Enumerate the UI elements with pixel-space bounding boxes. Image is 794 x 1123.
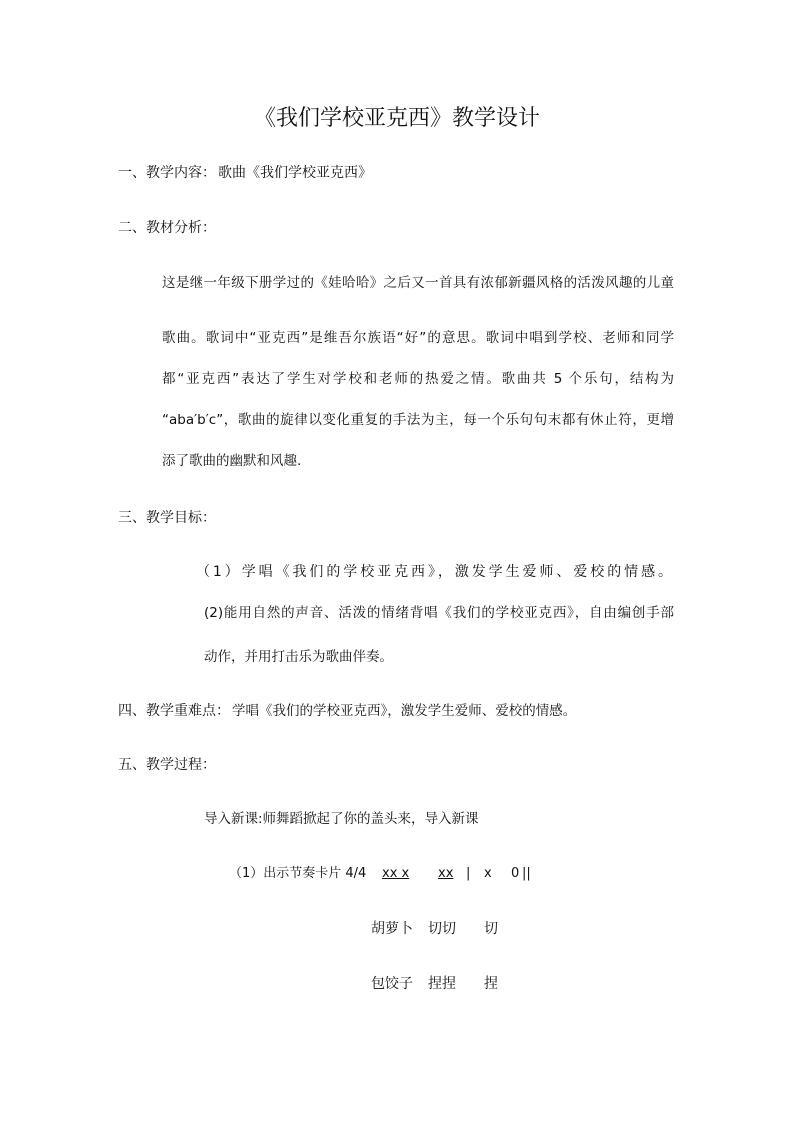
section-3-heading: 三、教学目标： (118, 510, 216, 526)
section-2-heading: 二、教材分析： (118, 220, 216, 236)
page-title: 《我们学校亚克西》教学设计 (253, 106, 540, 131)
rhythm-end-barline: || (522, 866, 531, 881)
section-2-line-2: 歌曲。歌词中“亚克西”是维吾尔族语“好”的意思。歌词中唱到学校、老师和同学 (162, 330, 674, 346)
rhythm-beat-1: xx x (382, 866, 410, 881)
section-1-heading: 一、教学内容： (118, 165, 216, 181)
section-5-heading: 五、教学过程： (118, 757, 216, 773)
section-1-text: 歌曲《我们学校亚克西》 (218, 165, 372, 181)
section-2-line-3: 都“亚克西”表达了学生对学校和老师的热爱之情。歌曲共 5 个乐句，结构为 (162, 371, 674, 387)
lyric-row-2-word-3: 捏 (484, 976, 498, 992)
lyric-row-1-word-2: 切切 (428, 921, 456, 937)
lyric-row-2-word-1: 包饺子 (371, 976, 413, 992)
section-4-text: 学唱《我们的学校亚克西》，激发学生爱师、爱校的情感。 (232, 703, 577, 719)
lyric-row-2-word-2: 捏捏 (428, 976, 456, 992)
rhythm-label: （1）出示节奏卡片 4/4 (229, 866, 367, 881)
intro-text: 导入新课:师舞蹈掀起了你的盖头来，导入新课 (204, 811, 479, 827)
lyric-row-1-word-1: 胡萝卜 (371, 921, 413, 937)
section-2-line-5: 添了歌曲的幽默和风趣. (162, 453, 302, 469)
rhythm-beat-3: x (484, 866, 492, 881)
section-2-line-4: “aba′b′c”，歌曲的旋律以变化重复的手法为主，每一个乐句句末都有休止符，更增 (162, 412, 674, 428)
rhythm-barline: | (466, 866, 471, 881)
goal-2-line-2: 动作，并用打击乐为歌曲伴奏。 (204, 649, 393, 665)
goal-2-line-1: (2)能用自然的声音、活泼的情绪背唱《我们的学校亚克西》，自由编创手部 (204, 605, 674, 621)
rhythm-line (0, 864, 794, 884)
section-2-line-1: 这是继一年级下册学过的《娃哈哈》之后又一首具有浓郁新疆风格的活泼风趣的儿童 (162, 275, 674, 291)
lyric-row-1-word-3: 切 (484, 921, 498, 937)
section-4-heading: 四、教学重难点： (118, 703, 230, 719)
rhythm-rest: 0 (511, 866, 520, 881)
rhythm-beat-2: xx (438, 866, 454, 881)
goal-1: （1）学唱《我们的学校亚克西》，激发学生爱师、爱校的情感。 (196, 564, 672, 580)
